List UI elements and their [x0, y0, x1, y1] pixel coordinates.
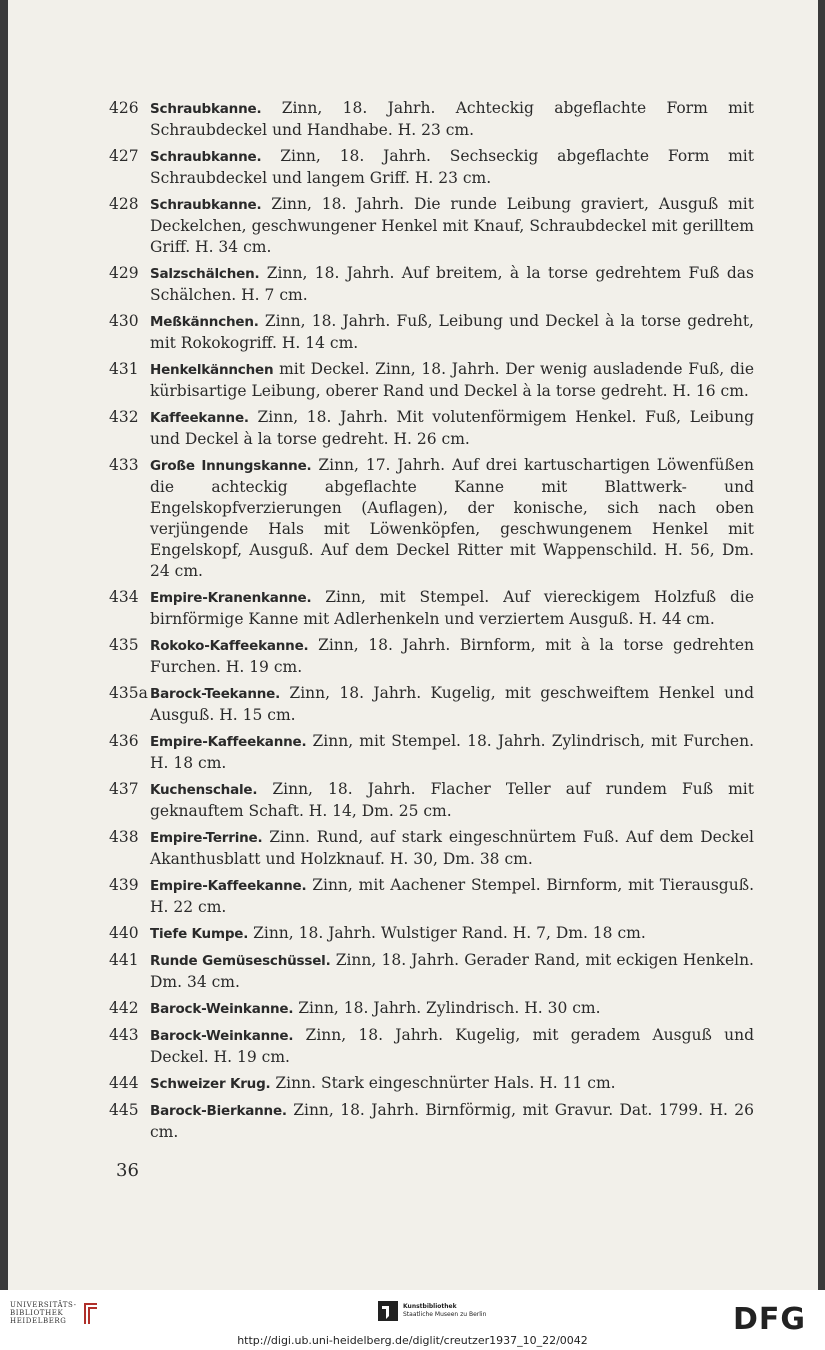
entry-text: Zinn, 18. Jahrh. Flacher Teller auf rundem Fuß mit geknauftem Schaft. H. 14, Dm. 25 cm. [150, 780, 754, 820]
entry-body [150, 1025, 754, 1068]
entry-number: 435 [109, 636, 139, 654]
entry-number: 440 [109, 924, 139, 942]
entry-body [150, 998, 754, 1020]
catalog-entry [109, 455, 754, 582]
university-line-2: BIBLIOTHEK [10, 1309, 64, 1317]
catalog-entries [109, 98, 754, 1148]
dfg-logo[interactable]: DFG [733, 1302, 807, 1337]
entry-text: Zinn, 18. Jahrh. Die runde Leibung graviert, Ausguß mit Deckelchen, geschwungener Henkel mit Knauf, Schraubdeckel mit gerilltem Griff. H. 34 cm. [150, 195, 754, 256]
entry-title: Empire-Kranenkanne. [150, 590, 312, 606]
catalog-entry [109, 359, 754, 402]
entry-text: Zinn, 18. Jahrh. Fuß, Leibung und Deckel à la torse gedreht, mit Rokokogriff. H. 14 cm. [150, 312, 754, 352]
entry-body [150, 827, 754, 870]
entry-title: Kaffeekanne. [150, 410, 249, 426]
entry-title: Barock-Teekanne. [150, 686, 281, 702]
entry-title: Große Innungskanne. [150, 458, 312, 474]
entry-title: Barock-Weinkanne. [150, 1001, 294, 1017]
entry-title: Henkelkännchen [150, 362, 274, 378]
kunstbibliothek-subtitle: Staatliche Museen zu Berlin [403, 1311, 487, 1318]
catalog-entry [109, 311, 754, 354]
entry-text: Zinn, 17. Jahrh. Auf drei kartuschartigen Löwenfüßen die achteckig abgeflachte Kanne mit Blattwerk- und Engelskopfverzierungen (Auflagen), der konische, sich nach oben verjüngende Hals mit Löwenköpfen, geschwungenem Henkel mit Engelskopf, Ausguß. Auf dem Deckel Ritter mit Wappenschild. H. 56, Dm. 24 cm. [150, 456, 754, 580]
kunstbibliothek-emblem-icon [377, 1300, 399, 1322]
catalog-entry [109, 731, 754, 774]
entry-number: 442 [109, 999, 139, 1017]
entry-body [150, 407, 754, 450]
entry-title: Meßkännchen. [150, 314, 259, 330]
kunstbibliothek-text [403, 1303, 486, 1319]
entry-title: Salzschälchen. [150, 266, 260, 282]
catalog-entry [109, 263, 754, 306]
entry-title: Schweizer Krug. [150, 1076, 271, 1092]
catalog-entry [109, 779, 754, 822]
entry-number: 429 [109, 264, 139, 282]
university-logo-text [10, 1301, 77, 1325]
entry-number: 439 [109, 876, 139, 894]
entry-body [150, 683, 754, 726]
entry-number: 443 [109, 1026, 139, 1044]
entry-body [150, 455, 754, 582]
entry-text: Zinn, mit Stempel. 18. Jahrh. Zylindrisch, mit Furchen. H. 18 cm. [150, 732, 754, 772]
catalog-entry [109, 827, 754, 870]
entry-number: 438 [109, 828, 139, 846]
entry-text: Zinn, 18. Jahrh. Zylindrisch. H. 30 cm. [293, 999, 601, 1017]
entry-text: Zinn, 18. Jahrh. Birnform, mit à la torse gedrehten Furchen. H. 19 cm. [150, 636, 754, 676]
entry-title: Tiefe Kumpe. [150, 926, 249, 942]
entry-title: Schraubkanne. [150, 197, 262, 213]
entry-number: 433 [109, 456, 139, 474]
entry-text: Zinn, 18. Jahrh. Achteckig abgeflachte Form mit Schraubdeckel und Handhabe. H. 23 cm. [150, 99, 754, 139]
entry-text: Zinn, 18. Jahrh. Birnförmig, mit Gravur. Dat. 1799. H. 26 cm. [150, 1101, 754, 1141]
entry-number: 436 [109, 732, 139, 750]
catalog-entry [109, 1100, 754, 1143]
entry-body [150, 194, 754, 258]
entry-text: Zinn, 18. Jahrh. Gerader Rand, mit eckigen Henkeln. Dm. 34 cm. [150, 951, 754, 991]
catalog-entry [109, 998, 754, 1020]
catalog-entry [109, 683, 754, 726]
entry-title: Rokoko-Kaffeekanne. [150, 638, 309, 654]
entry-body [150, 1073, 754, 1095]
kunstbibliothek-logo[interactable] [377, 1300, 486, 1322]
entry-body [150, 146, 754, 189]
entry-number: 432 [109, 408, 139, 426]
entry-body [150, 311, 754, 354]
entry-title: Schraubkanne. [150, 149, 262, 165]
entry-number: 431 [109, 360, 139, 378]
catalog-entry [109, 194, 754, 258]
entry-text: Zinn, 18. Jahrh. Kugelig, mit geradem Ausguß und Deckel. H. 19 cm. [150, 1026, 754, 1066]
entry-number: 444 [109, 1074, 139, 1092]
permalink-url[interactable]: http://digi.ub.uni-heidelberg.de/diglit/creutzer1937_10_22/0042 [237, 1334, 588, 1347]
entry-body [150, 98, 754, 141]
entry-number: 441 [109, 951, 139, 969]
entry-title: Empire-Terrine. [150, 830, 263, 846]
page-number: 36 [116, 1160, 139, 1181]
entry-title: Kuchenschale. [150, 782, 258, 798]
catalog-entry [109, 1073, 754, 1095]
catalog-entry [109, 407, 754, 450]
entry-number: 434 [109, 588, 139, 606]
entry-number: 430 [109, 312, 139, 330]
kunstbibliothek-title: Kunstbibliothek [403, 1303, 457, 1310]
entry-text: Zinn, 18. Jahrh. Sechseckig abgeflachte Form mit Schraubdeckel und langem Griff. H. 23 cm. [150, 147, 754, 187]
entry-text: Zinn, mit Aachener Stempel. Birnform, mit Tierausguß. H. 22 cm. [150, 876, 754, 916]
university-emblem-icon [81, 1300, 101, 1326]
entry-body [150, 1100, 754, 1143]
entry-body [150, 263, 754, 306]
entry-number: 437 [109, 780, 139, 798]
entry-number: 426 [109, 99, 139, 117]
university-line-1: UNIVERSITÄTS- [10, 1301, 77, 1309]
entry-text: Zinn, 18. Jahrh. Mit volutenförmigem Henkel. Fuß, Leibung und Deckel à la torse gedreht. H. 26 cm. [150, 408, 754, 448]
entry-text: Zinn, 18. Jahrh. Wulstiger Rand. H. 7, Dm. 18 cm. [248, 924, 646, 942]
entry-title: Schraubkanne. [150, 101, 262, 117]
entry-title: Runde Gemüseschüssel. [150, 953, 331, 969]
entry-body [150, 731, 754, 774]
catalog-entry [109, 1025, 754, 1068]
entry-text: Zinn, mit Stempel. Auf viereckigem Holzfuß die birnförmige Kanne mit Adlerhenkeln und verziertem Ausguß. H. 44 cm. [150, 588, 754, 628]
entry-number: 435a [109, 684, 148, 702]
entry-body [150, 923, 754, 945]
catalog-entry [109, 146, 754, 189]
entry-number: 427 [109, 147, 139, 165]
entry-body [150, 950, 754, 993]
catalog-entry [109, 98, 754, 141]
entry-number: 428 [109, 195, 139, 213]
entry-title: Barock-Weinkanne. [150, 1028, 294, 1044]
entry-title: Barock-Bierkanne. [150, 1103, 287, 1119]
entry-number: 445 [109, 1101, 139, 1119]
catalog-entry [109, 950, 754, 993]
entry-body [150, 635, 754, 678]
entry-text: Zinn. Stark eingeschnürter Hals. H. 11 cm. [270, 1074, 616, 1092]
entry-body [150, 359, 754, 402]
catalog-entry [109, 587, 754, 630]
entry-text: Zinn, 18. Jahrh. Kugelig, mit geschweiftem Henkel und Ausguß. H. 15 cm. [150, 684, 754, 724]
university-line-3: HEIDELBERG [10, 1317, 67, 1325]
entry-body [150, 587, 754, 630]
entry-text: Zinn. Rund, auf stark eingeschnürtem Fuß. Auf dem Deckel Akanthusblatt und Holzknauf. H. 30, Dm. 38 cm. [150, 828, 754, 868]
catalog-entry [109, 635, 754, 678]
entry-body [150, 875, 754, 918]
university-library-logo[interactable] [10, 1300, 101, 1326]
entry-title: Empire-Kaffeekanne. [150, 878, 307, 894]
catalog-entry [109, 875, 754, 918]
entry-text: mit Deckel. Zinn, 18. Jahrh. Der wenig ausladende Fuß, die kürbisartige Leibung, oberer Rand und Deckel à la torse gedreht. H. 16 cm. [150, 360, 754, 400]
entry-body [150, 779, 754, 822]
entry-title: Empire-Kaffeekanne. [150, 734, 307, 750]
catalog-entry [109, 923, 754, 945]
entry-text: Zinn, 18. Jahrh. Auf breitem, à la torse gedrehtem Fuß das Schälchen. H. 7 cm. [150, 264, 754, 304]
